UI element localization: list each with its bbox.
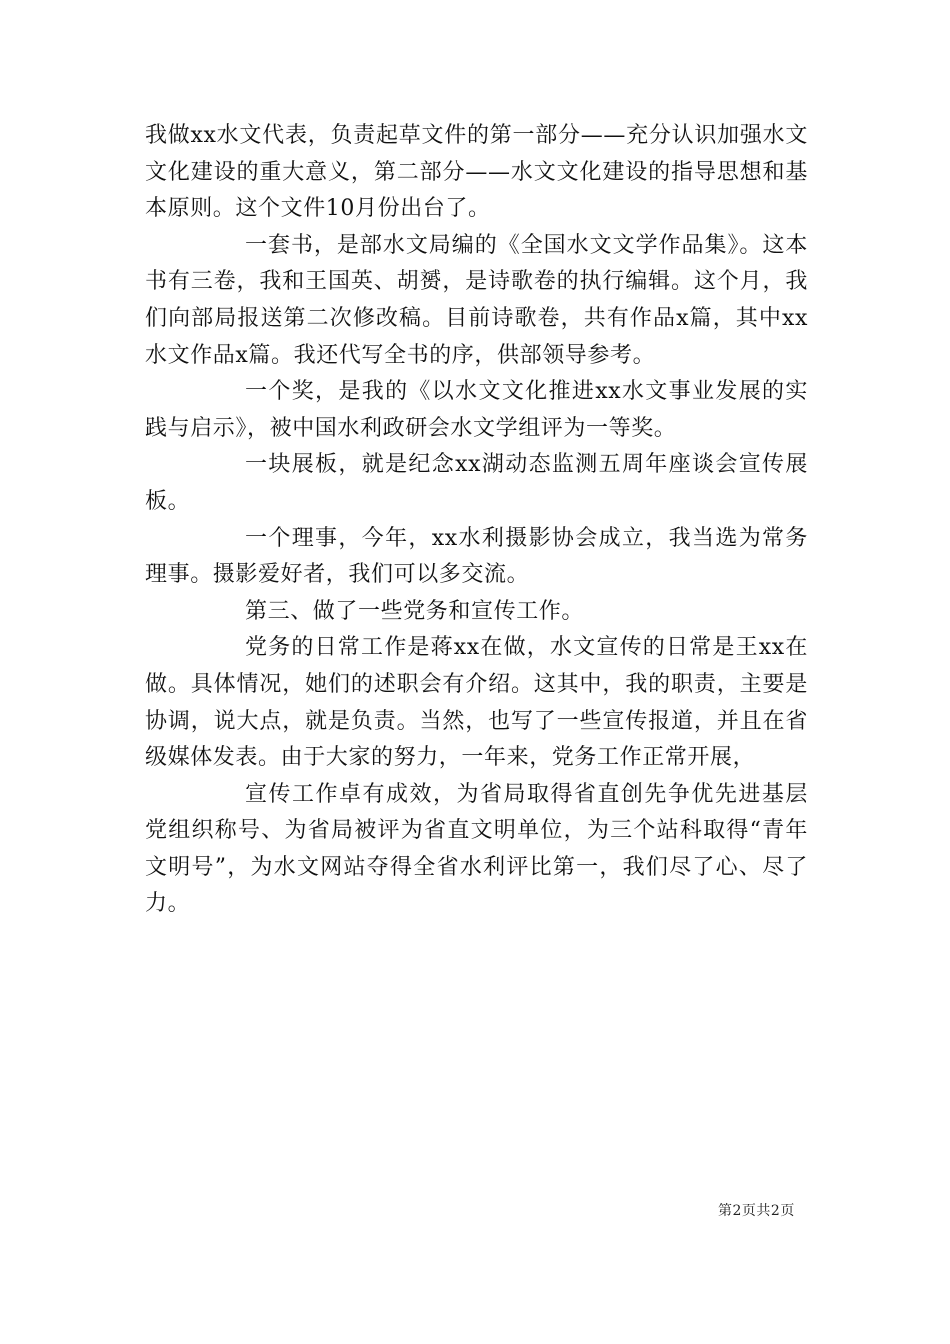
paragraph-book: 一套书，是部水文局编的《全国水文文学作品集》。这本书有三卷，我和王国英、胡赟，是诗歌卷的执行编辑。这个月，我们向部局报送第二次修改稿。目前诗歌卷，共有作品x篇，其中xx水文作品x篇。我还代写全书的序，供部领导参考。 bbox=[145, 232, 808, 368]
paragraph-party-affairs: 党务的日常工作是蒋xx在做，水文宣传的日常是王xx在做。具体情况，她们的述职会有介绍。这其中，我的职责，主要是协调，说大点，就是负责。当然，也写了一些宣传报道，并且在省级媒体发表。由于大家的努力，一年来，党务工作正常开展， bbox=[145, 635, 808, 771]
section-heading-third: 第三、做了一些党务和宣传工作。 bbox=[245, 598, 585, 624]
document-body bbox=[145, 118, 808, 923]
paragraph-publicity: 宣传工作卓有成效，为省局取得省直创先争优先进基层党组织称号、为省局被评为省直文明单位，为三个站科取得“青年文明号”，为水文网站夺得全省水利评比第一，我们尽了心、尽了力。 bbox=[145, 781, 808, 917]
paragraph-award: 一个奖，是我的《以水文文化推进xx水文事业发展的实践与启示》，被中国水利政研会水文学组评为一等奖。 bbox=[145, 379, 808, 441]
paragraph-continuation: 我做xx水文代表，负责起草文件的第一部分——充分认识加强水文文化建设的重大意义，第二部分——水文文化建设的指导思想和基本原则。这个文件10月份出台了。 bbox=[145, 123, 808, 222]
page-number-footer: 第2页共2页 bbox=[718, 1203, 795, 1219]
paragraph-director: 一个理事，今年，xx水利摄影协会成立，我当选为常务理事。摄影爱好者，我们可以多交流。 bbox=[145, 525, 808, 588]
paragraph-exhibition-board: 一块展板，就是纪念xx湖动态监测五周年座谈会宣传展板。 bbox=[145, 452, 808, 514]
